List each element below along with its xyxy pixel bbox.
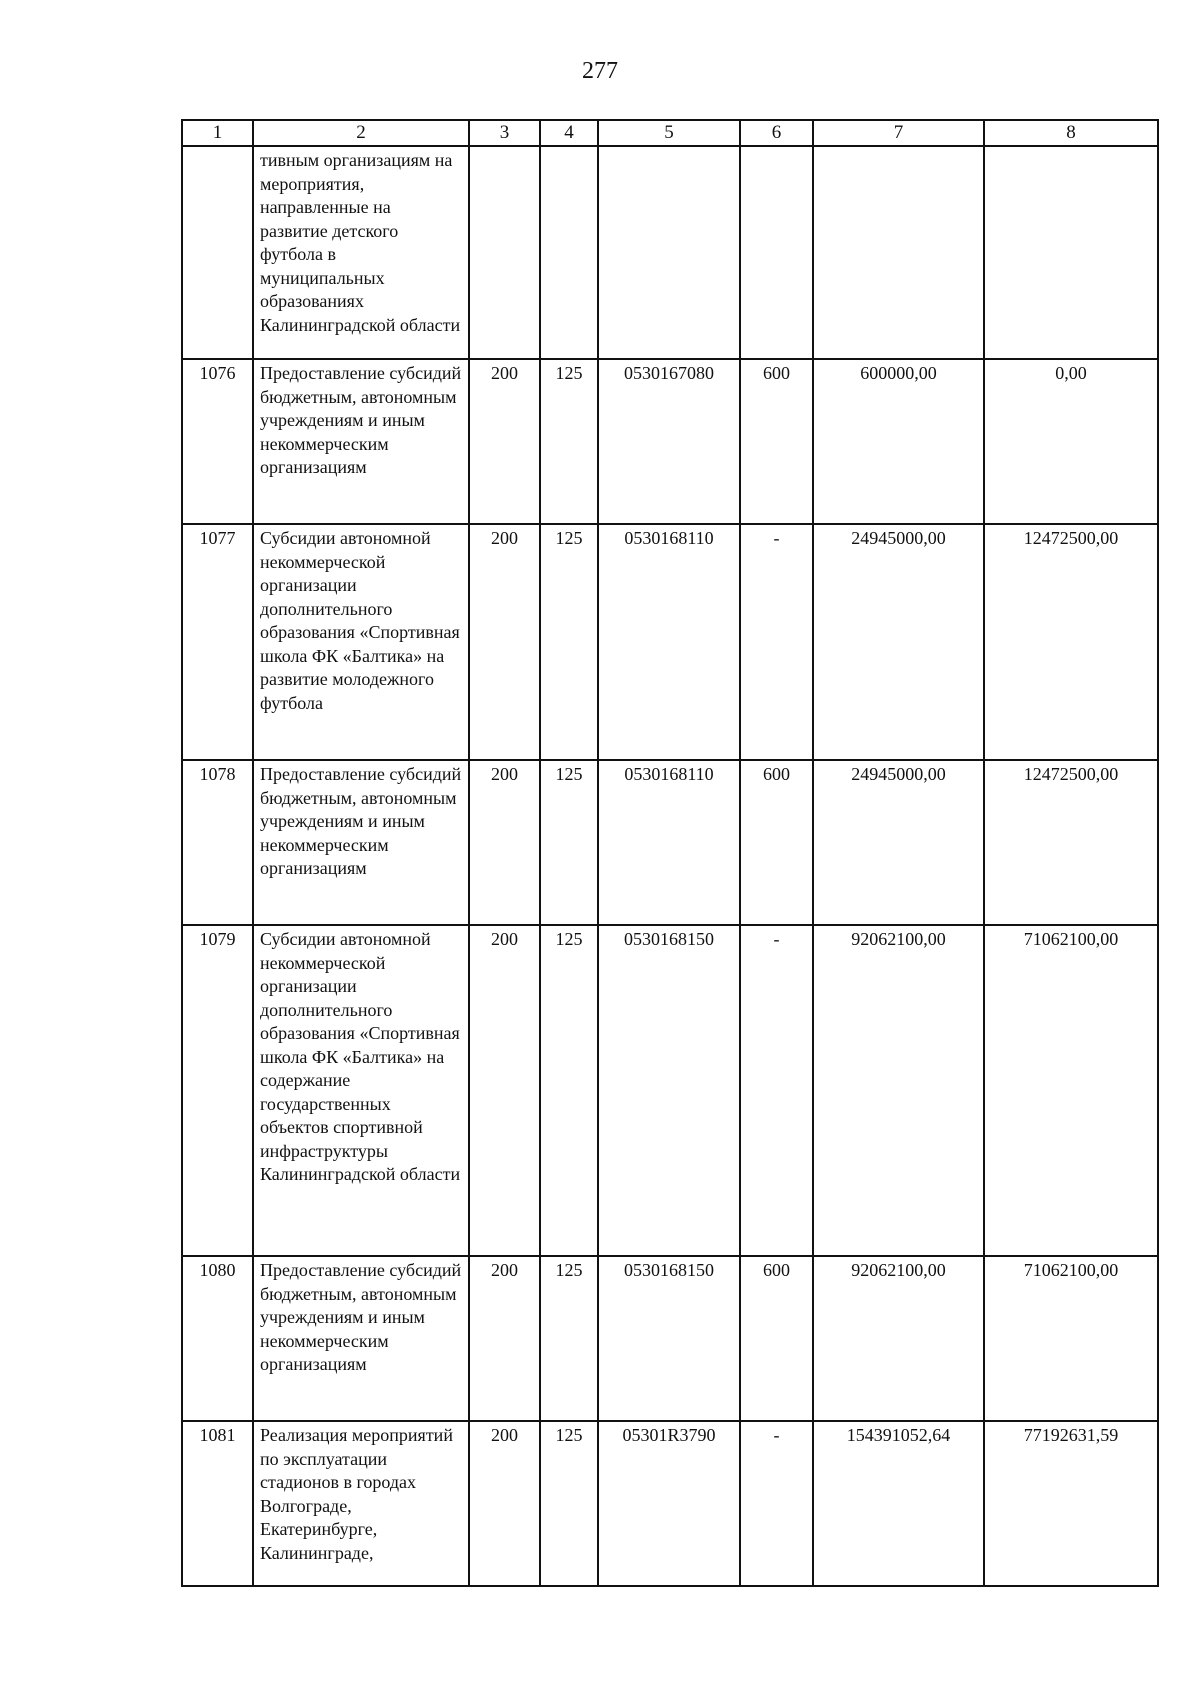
table-row (182, 1256, 1158, 1421)
col3-cell: 200 (469, 925, 540, 1256)
row-name-cell: Реализация мероприятий по эксплуатации стадионов в городах Волгограде, Екатеринбурге, Калининграде, (253, 1421, 469, 1586)
header-cell: 6 (740, 120, 813, 146)
row-name-cell: тивным организациям на мероприятия, направленные на развитие детского футбола в муниципальных образованиях Калининградской области (253, 146, 469, 359)
row-number-cell: 1078 (182, 760, 253, 925)
col7-amount-cell: 24945000,00 (813, 760, 984, 925)
col3-cell: 200 (469, 359, 540, 524)
col4-cell: 125 (540, 760, 598, 925)
table-row (182, 359, 1158, 524)
col8-amount-cell: 71062100,00 (984, 1256, 1158, 1421)
col7-amount-cell: 92062100,00 (813, 925, 984, 1256)
col4-cell: 125 (540, 524, 598, 760)
col6-cell: 600 (740, 1256, 813, 1421)
col6-cell: 600 (740, 359, 813, 524)
col4-cell: 125 (540, 1421, 598, 1586)
col7-amount-cell: 24945000,00 (813, 524, 984, 760)
col3-cell: 200 (469, 1421, 540, 1586)
row-number-cell: 1079 (182, 925, 253, 1256)
table-row (182, 925, 1158, 1256)
row-name-cell: Предоставление субсидий бюджетным, автономным учреждениям и иным некоммерческим организациям (253, 359, 469, 524)
col6-cell: - (740, 524, 813, 760)
col6-cell: - (740, 1421, 813, 1586)
header-cell: 8 (984, 120, 1158, 146)
header-cell: 3 (469, 120, 540, 146)
header-cell: 7 (813, 120, 984, 146)
col5-cell: 0530168150 (598, 925, 740, 1256)
col8-amount-cell: 12472500,00 (984, 524, 1158, 760)
col7-amount-cell: 154391052,64 (813, 1421, 984, 1586)
col6-cell: - (740, 925, 813, 1256)
col5-cell (598, 146, 740, 359)
col8-amount-cell: 71062100,00 (984, 925, 1158, 1256)
col5-cell: 0530167080 (598, 359, 740, 524)
col5-cell: 0530168110 (598, 760, 740, 925)
header-cell: 1 (182, 120, 253, 146)
budget-table (181, 119, 1159, 1587)
col8-amount-cell: 12472500,00 (984, 760, 1158, 925)
col3-cell: 200 (469, 524, 540, 760)
table-row (182, 524, 1158, 760)
table-row (182, 760, 1158, 925)
col5-cell: 05301R3790 (598, 1421, 740, 1586)
col7-amount-cell: 92062100,00 (813, 1256, 984, 1421)
col4-cell: 125 (540, 359, 598, 524)
header-cell: 2 (253, 120, 469, 146)
table-row (182, 146, 1158, 359)
col4-cell: 125 (540, 1256, 598, 1421)
col3-cell (469, 146, 540, 359)
page-number: 277 (582, 58, 618, 84)
col7-amount-cell: 600000,00 (813, 359, 984, 524)
row-name-cell: Субсидии автономной некоммерческой организации дополнительного образования «Спортивная школа ФК «Балтика» на содержание государственных объектов спортивной инфраструктуры Калининградской области (253, 925, 469, 1256)
col3-cell: 200 (469, 1256, 540, 1421)
row-number-cell: 1080 (182, 1256, 253, 1421)
col4-cell: 125 (540, 925, 598, 1256)
col8-amount-cell: 0,00 (984, 359, 1158, 524)
header-cell: 5 (598, 120, 740, 146)
col8-amount-cell (984, 146, 1158, 359)
row-name-cell: Предоставление субсидий бюджетным, автономным учреждениям и иным некоммерческим организациям (253, 760, 469, 925)
row-number-cell: 1081 (182, 1421, 253, 1586)
col8-amount-cell: 77192631,59 (984, 1421, 1158, 1586)
col3-cell: 200 (469, 760, 540, 925)
col7-amount-cell (813, 146, 984, 359)
row-number-cell: 1077 (182, 524, 253, 760)
col5-cell: 0530168150 (598, 1256, 740, 1421)
row-number-cell (182, 146, 253, 359)
table-row (182, 1421, 1158, 1586)
table-header-row (182, 120, 1158, 146)
col6-cell: 600 (740, 760, 813, 925)
row-number-cell: 1076 (182, 359, 253, 524)
col5-cell: 0530168110 (598, 524, 740, 760)
row-name-cell: Предоставление субсидий бюджетным, автономным учреждениям и иным некоммерческим организациям (253, 1256, 469, 1421)
col6-cell (740, 146, 813, 359)
col4-cell (540, 146, 598, 359)
header-cell: 4 (540, 120, 598, 146)
row-name-cell: Субсидии автономной некоммерческой организации дополнительного образования «Спортивная школа ФК «Балтика» на развитие молодежного футбола (253, 524, 469, 760)
